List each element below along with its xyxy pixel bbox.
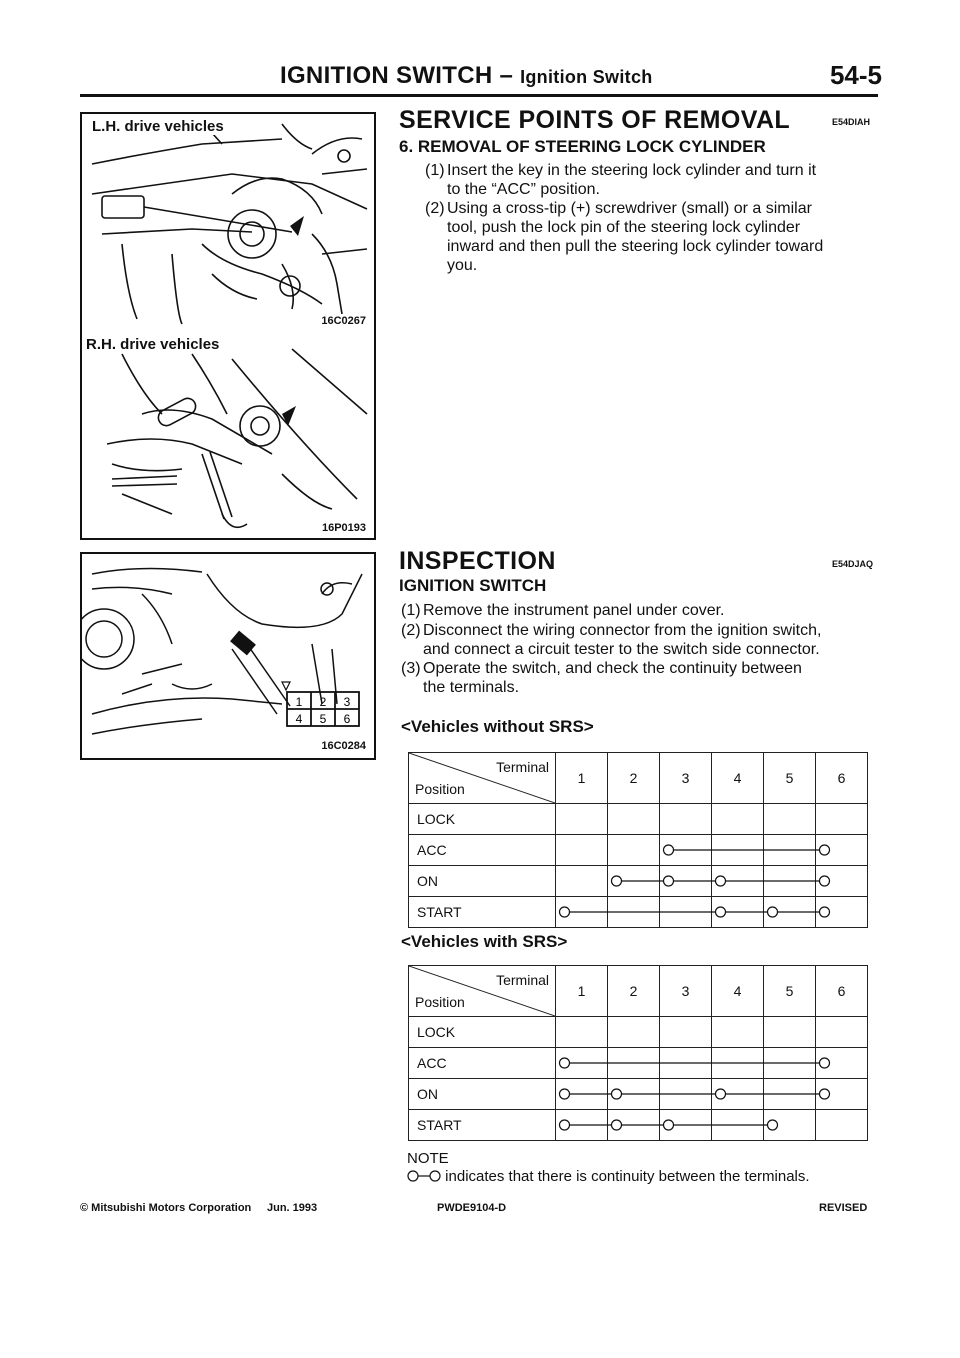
position-cell: LOCK <box>409 804 556 835</box>
note-line <box>407 1168 810 1188</box>
step-line: to the “ACC” position. <box>447 181 600 198</box>
position-cell: LOCK <box>409 1017 556 1048</box>
connector-pin-4: 4 <box>295 712 303 726</box>
connector-pin-3: 3 <box>343 695 351 709</box>
note-text: indicates that there is continuity between the terminals. <box>445 1168 810 1185</box>
page-number: 54-5 <box>829 60 882 90</box>
inspection-step-2 <box>401 621 881 661</box>
table-title-without-srs: <Vehicles without SRS> <box>401 717 594 736</box>
step-line: Using a cross-tip (+) screwdriver (small) or a similar <box>447 200 812 217</box>
header-rule <box>80 94 878 97</box>
continuity-table <box>408 752 868 928</box>
step-line: Operate the switch, and check the continuity between <box>423 660 802 677</box>
terminal-header: 3 <box>660 966 712 1017</box>
removal-step-2 <box>425 199 885 279</box>
connector-pin-2: 2 <box>319 695 327 709</box>
position-cell: ON <box>409 866 556 897</box>
continuity-table-without-srs <box>408 752 878 932</box>
table-row <box>409 835 868 866</box>
position-cell: ACC <box>409 1048 556 1079</box>
table-row <box>409 866 868 897</box>
figure-label-rh-drive: R.H. drive vehicles <box>86 336 220 353</box>
terminal-header: 1 <box>556 966 608 1017</box>
footer-date: Jun. 1993 <box>267 1202 318 1214</box>
table-row <box>409 1110 868 1141</box>
terminal-header: 3 <box>660 753 712 804</box>
inspection-step-1 <box>401 601 881 621</box>
corner-position-label: Position <box>415 781 465 797</box>
terminal-header: 6 <box>816 753 868 804</box>
table-row <box>409 1079 868 1110</box>
step-line: you. <box>447 257 478 274</box>
note-title: NOTE <box>407 1150 449 1167</box>
table-corner-cell <box>409 966 556 1017</box>
terminal-header: 4 <box>712 753 764 804</box>
step-number: (2) <box>425 200 445 217</box>
footer-copyright: © Mitsubishi Motors Corporation <box>80 1202 252 1214</box>
step-line: Insert the key in the steering lock cylinder and turn it <box>447 162 817 179</box>
position-cell: ON <box>409 1079 556 1110</box>
figure-code-rh: 16P0193 <box>321 522 366 534</box>
inspection-code: E54DJAQ <box>832 559 874 569</box>
corner-terminal-label: Terminal <box>496 759 549 775</box>
table-row <box>409 1048 868 1079</box>
figure-label-lh-drive: L.H. drive vehicles <box>92 118 224 135</box>
inspection-heading: INSPECTION <box>399 547 556 575</box>
step-number: (1) <box>401 602 421 619</box>
position-cell: ACC <box>409 835 556 866</box>
connector-illustration <box>82 554 374 758</box>
step-number: (1) <box>425 162 445 179</box>
figure-code-lh: 16C0267 <box>321 315 366 327</box>
terminal-header: 5 <box>764 966 816 1017</box>
position-cell: START <box>409 1110 556 1141</box>
continuity-table <box>408 965 868 1141</box>
terminal-header: 4 <box>712 966 764 1017</box>
figure-code-connector: 16C0284 <box>321 740 366 752</box>
figure-ignition-connector <box>80 552 376 760</box>
step-line: inward and then pull the steering lock cylinder toward <box>447 238 824 255</box>
continuity-symbol-icon <box>407 1168 441 1184</box>
terminal-header: 1 <box>556 753 608 804</box>
connector-pin-5: 5 <box>319 712 327 726</box>
inspection-subheading: IGNITION SWITCH <box>399 576 547 595</box>
table-row <box>409 804 868 835</box>
step-number: (2) <box>401 622 421 639</box>
continuity-table-with-srs <box>408 965 878 1145</box>
header-title-sub: Ignition Switch <box>520 67 653 87</box>
position-cell: START <box>409 897 556 928</box>
step-line: tool, push the lock pin of the steering lock cylinder <box>447 219 801 236</box>
terminal-header: 2 <box>608 966 660 1017</box>
removal-code: E54DIAH <box>832 117 871 127</box>
removal-subheading: 6. REMOVAL OF STEERING LOCK CYLINDER <box>399 137 766 156</box>
table-title-with-srs: <Vehicles with SRS> <box>401 932 568 951</box>
table-corner-cell <box>409 753 556 804</box>
step-line: Disconnect the wiring connector from the ignition switch, <box>423 622 822 639</box>
terminal-header: 2 <box>608 753 660 804</box>
removal-heading: SERVICE POINTS OF REMOVAL <box>399 106 791 134</box>
terminal-header: 5 <box>764 753 816 804</box>
connector-pin-1: 1 <box>295 695 303 709</box>
header-title-main: IGNITION SWITCH – <box>280 62 514 89</box>
corner-position-label: Position <box>415 994 465 1010</box>
step-number: (3) <box>401 660 421 677</box>
footer-status: REVISED <box>819 1202 868 1214</box>
connector-pin-6: 6 <box>343 712 351 726</box>
figure-steering-lock-removal <box>80 112 376 540</box>
step-line: and connect a circuit tester to the switch side connector. <box>423 641 820 658</box>
page-header-title <box>280 62 653 90</box>
table-row <box>409 1017 868 1048</box>
inspection-step-3 <box>401 659 881 699</box>
corner-terminal-label: Terminal <box>496 972 549 988</box>
removal-step-1 <box>425 161 885 201</box>
table-row <box>409 897 868 928</box>
terminal-header: 6 <box>816 966 868 1017</box>
step-line: the terminals. <box>423 679 520 696</box>
footer-doc-code: PWDE9104-D <box>437 1202 507 1214</box>
step-line: Remove the instrument panel under cover. <box>423 602 725 619</box>
